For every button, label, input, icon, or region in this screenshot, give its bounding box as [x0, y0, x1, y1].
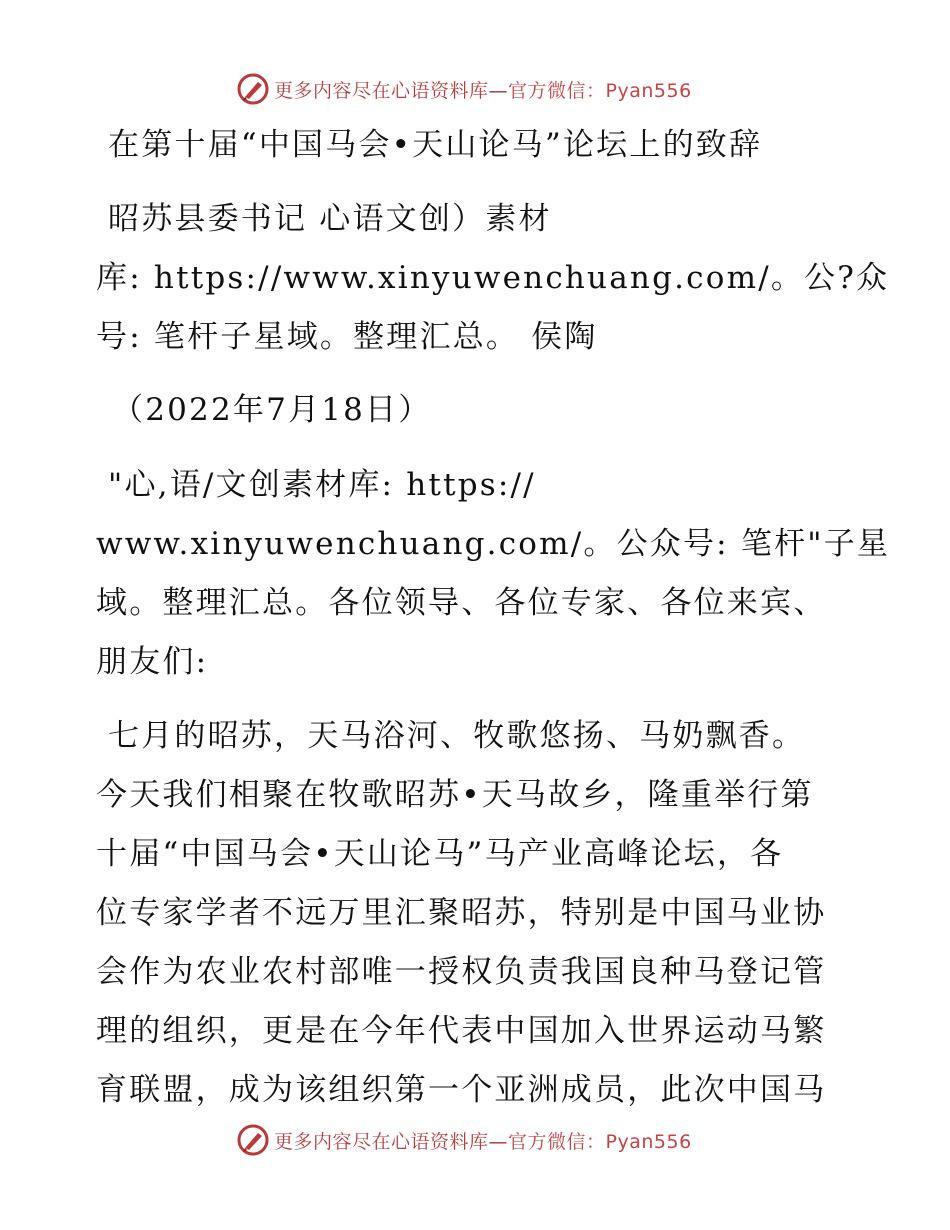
greeting-line: "心,语/文创素材库: https:// [108, 467, 536, 503]
watermark-text: 更多内容尽在心语资料库—官方微信：Pyan556 [274, 79, 692, 102]
body-line: 七月的昭苏，天马浴河、牧歌悠扬、马奶飘香。 [108, 718, 806, 754]
body-line: 理的组织，更是在今年代表中国加入世界运动马繁 [96, 1013, 827, 1049]
greeting-line: www.xinyuwenchuang.com/。公众号: 笔杆"子星 [96, 526, 891, 562]
document-title: 在第十届“中国马会•天山论马”论坛上的致辞 [108, 127, 763, 163]
date-line: （2022年7月18日） [112, 392, 432, 428]
watermark-text: 更多内容尽在心语资料库—官方微信：Pyan556 [274, 1130, 692, 1153]
greeting-line: 朋友们: [96, 644, 209, 680]
header-watermark-banner [236, 72, 692, 106]
body-line: 位专家学者不远万里汇聚昭苏，特别是中国马业协 [96, 895, 827, 931]
source-line: 号: 笔杆子星域。整理汇总。 侯陶 [96, 319, 598, 355]
body-line: 育联盟，成为该组织第一个亚洲成员，此次中国马 [96, 1072, 827, 1108]
body-line: 今天我们相聚在牧歌昭苏•天马故乡，隆重举行第 [96, 777, 814, 813]
source-line: 库: https://www.xinyuwenchuang.com/。公?众 [96, 260, 890, 296]
byline: 昭苏县委书记 心语文创）素材 [108, 201, 552, 237]
footer-watermark-banner [236, 1123, 692, 1157]
greeting-line: 域。整理汇总。各位领导、各位专家、各位来宾、 [96, 585, 827, 621]
body-line: 会作为农业农村部唯一授权负责我国良种马登记管 [96, 954, 827, 990]
pen-logo-icon [236, 1123, 270, 1157]
pen-logo-icon [236, 72, 270, 106]
body-line: 十届“中国马会•天山论马”马产业高峰论坛，各 [96, 836, 784, 872]
